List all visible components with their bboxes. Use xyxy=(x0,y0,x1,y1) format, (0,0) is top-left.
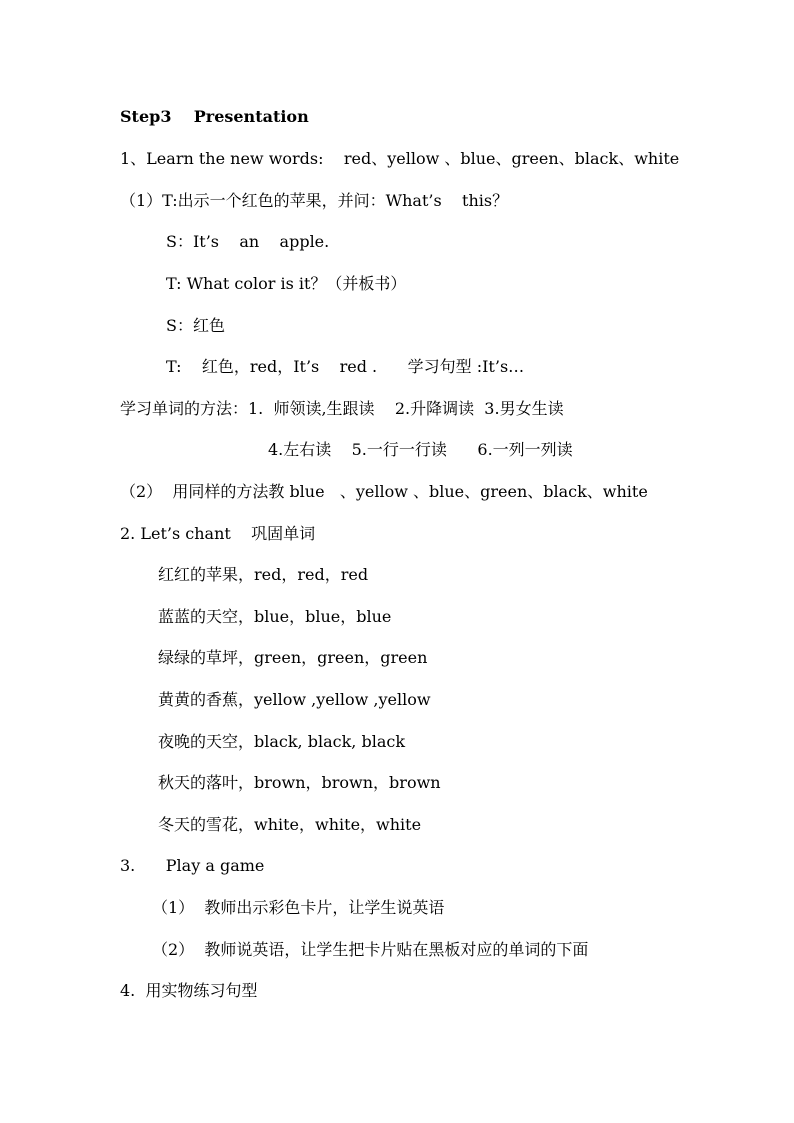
chant-line: 红红的苹果，red，red，red xyxy=(158,565,369,584)
chant-line: 绿绿的草坪，green，green，green xyxy=(158,648,428,667)
text-line: （1）T:出示一个红色的苹果，并问：What’s this？ xyxy=(120,191,509,210)
text-line: 2. Let’s chant 巩固单词 xyxy=(120,524,316,543)
text-line: S：红色 xyxy=(166,316,225,335)
text-line: （2） 用同样的方法教 blue 、yellow 、blue、green、black、white xyxy=(120,482,648,501)
text-line: T: What color is it？（并板书） xyxy=(166,274,407,293)
text-line: （2） 教师说英语，让学生把卡片贴在黑板对应的单词的下面 xyxy=(152,940,589,959)
text-line: 1、Learn the new words: red、yellow 、blue、green、black、white xyxy=(120,149,680,168)
text-line: S：It’s an apple. xyxy=(166,232,330,251)
text-line: 3. Play a game xyxy=(120,856,265,875)
chant-line: 夜晚的天空，black, black, black xyxy=(158,732,406,751)
section-heading: Step3 Presentation xyxy=(120,107,309,126)
text-line: 4.左右读 5.一行一行读 6.一列一列读 xyxy=(268,440,573,459)
text-line: （1） 教师出示彩色卡片，让学生说英语 xyxy=(152,898,445,917)
chant-line: 秋天的落叶，brown，brown，brown xyxy=(158,773,441,792)
text-line: 4. 用实物练习句型 xyxy=(120,981,258,1000)
text-line: 学习单词的方法：1. 师领读,生跟读 2.升降调读 3.男女生读 xyxy=(120,399,564,418)
chant-line: 黄黄的香蕉，yellow ,yellow ,yellow xyxy=(158,690,431,709)
chant-line: 冬天的雪花，white，white，white xyxy=(158,815,422,834)
text-line: T: 红色，red，It’s red . 学习句型 :It’s… xyxy=(166,357,525,376)
chant-line: 蓝蓝的天空，blue，blue，blue xyxy=(158,607,392,626)
